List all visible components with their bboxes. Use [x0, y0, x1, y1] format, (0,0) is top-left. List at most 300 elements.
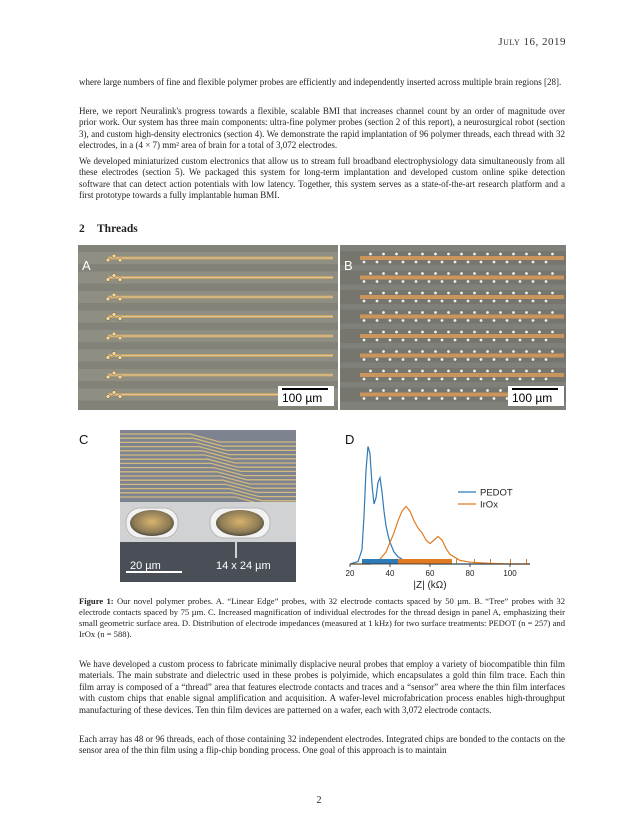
panel-b-electrode-dot	[506, 300, 509, 303]
panel-b-electrode-dot	[506, 319, 509, 322]
panel-b-electrode-dot	[395, 389, 398, 392]
panel-b-electrode-dot	[402, 300, 405, 303]
panel-b-electrode-dot	[402, 378, 405, 381]
panel-b-electrode-dot	[408, 311, 411, 314]
panel-b-electrode-dot	[415, 339, 418, 342]
panel-b-electrode-dot	[441, 300, 444, 303]
rug-irox-outlier	[490, 559, 491, 564]
panel-b-electrode-dot	[538, 370, 541, 373]
panel-b-electrode-dot	[369, 389, 372, 392]
panel-b-electrode-dot	[408, 389, 411, 392]
panel-a-electrode-dot	[112, 371, 116, 375]
panel-b-electrode-dot	[493, 261, 496, 264]
panel-b-electrode-dot	[434, 253, 437, 256]
panel-b-scale-label: 100 µm	[512, 391, 553, 405]
running-header-date: July 16, 2019	[498, 36, 566, 48]
panel-b-electrode-dot	[454, 319, 457, 322]
panel-b-electrode-dot	[376, 358, 379, 361]
section-heading	[79, 223, 138, 235]
panel-b-electrode-dot	[369, 311, 372, 314]
panel-b-electrode-dot	[460, 350, 463, 353]
panel-b-electrode-dot	[369, 272, 372, 275]
panel-b-electrode-dot	[376, 397, 379, 400]
panel-b-electrode-dot	[551, 370, 554, 373]
panel-b-electrode-dot	[525, 331, 528, 334]
panel-b-electrode-dot	[376, 280, 379, 283]
panel-b-electrode-dot	[447, 253, 450, 256]
panel-b-electrode-dot	[525, 272, 528, 275]
panel-b-electrode-dot	[525, 350, 528, 353]
panel-a-electrode-dot	[112, 293, 116, 297]
panel-a-electrode-dot	[118, 356, 122, 360]
panel-b-electrode-dot	[486, 311, 489, 314]
panel-b-electrode-dot	[467, 378, 470, 381]
panel-b-electrode-dot	[506, 378, 509, 381]
panel-b-electrode-dot	[480, 300, 483, 303]
panel-a-electrode-dot	[112, 332, 116, 336]
panel-b-electrode-dot	[467, 280, 470, 283]
series-line-pedot	[350, 446, 530, 564]
panel-a-electrode-dot	[118, 297, 122, 301]
panel-b-electrode-dot	[499, 350, 502, 353]
panel-a-electrode-dot	[118, 278, 122, 282]
panel-b-electrode-dot	[493, 339, 496, 342]
panel-b-electrode-dot	[480, 280, 483, 283]
panel-b-electrode-dot	[421, 272, 424, 275]
panel-b-electrode-dot	[454, 378, 457, 381]
panel-b-electrode-dot	[389, 300, 392, 303]
panel-b-electrode-dot	[532, 358, 535, 361]
panel-a-electrode-dot	[112, 313, 116, 317]
panel-b-electrode-dot	[434, 311, 437, 314]
panel-b-electrode-dot	[376, 378, 379, 381]
panel-b-electrode-dot	[512, 350, 515, 353]
panel-b-electrode-dot	[551, 292, 554, 295]
panel-b-electrode-dot	[363, 378, 366, 381]
panel-b-electrode-dot	[428, 397, 431, 400]
panel-b-electrode-dot	[421, 350, 424, 353]
panel-b-electrode-dot	[519, 339, 522, 342]
panel-b-electrode-dot	[525, 370, 528, 373]
panel-b-electrode-dot	[493, 280, 496, 283]
panel-b-electrode-dot	[363, 319, 366, 322]
panel-c-electrode-size-label: 14 x 24 µm	[216, 560, 271, 572]
panel-b-electrode-dot	[493, 378, 496, 381]
rug-pedot	[362, 559, 398, 564]
paragraph-array-threads: Each array has 48 or 96 threads, each of those containing 32 independent electrodes. Integrated chips are bonded to the contacts on the sensor area of the thin film using a flip-chip bonding process. One goal of this approach is to maintain	[79, 734, 565, 756]
panel-b-electrode-dot	[467, 261, 470, 264]
panel-b-scale-box	[508, 386, 564, 406]
panel-b-electrode-dot	[493, 319, 496, 322]
panel-b-electrode-dot	[473, 253, 476, 256]
panel-b-electrode-dot	[415, 300, 418, 303]
legend-label-pedot: PEDOT	[480, 487, 513, 499]
panel-b-electrode-dot	[447, 370, 450, 373]
panel-b-electrode-dot	[545, 300, 548, 303]
panel-b-electrode-dot	[415, 358, 418, 361]
panel-b-electrode-dot	[480, 358, 483, 361]
panel-b-electrode-dot	[395, 292, 398, 295]
panel-b-electrode-dot	[538, 272, 541, 275]
panel-b-electrode-dot	[389, 261, 392, 264]
panel-b-electrode-dot	[447, 350, 450, 353]
panel-b-electrode-dot	[473, 331, 476, 334]
panel-b-electrode-dot	[519, 378, 522, 381]
panel-b-electrode-dot	[519, 358, 522, 361]
panel-b-electrode-dot	[408, 350, 411, 353]
panel-b-electrode-dot	[421, 389, 424, 392]
panel-b-electrode-dot	[395, 331, 398, 334]
panel-b-electrode-dot	[434, 331, 437, 334]
panel-a-electrode-dot	[106, 297, 110, 301]
panel-b-electrode-dot	[434, 292, 437, 295]
panel-b-electrode-dot	[369, 350, 372, 353]
rug-irox-outlier	[474, 559, 475, 564]
panel-b-electrode-dot	[376, 319, 379, 322]
panel-b-electrode-dot	[402, 397, 405, 400]
panel-b-electrode-dot	[538, 311, 541, 314]
panel-b-electrode-dot	[363, 280, 366, 283]
figure-panel-c	[120, 430, 296, 582]
panel-b-electrode-dot	[532, 319, 535, 322]
panel-a-electrode-dot	[112, 274, 116, 278]
panel-b-electrode-dot	[421, 253, 424, 256]
panel-b-electrode-dot	[551, 350, 554, 353]
panel-b-electrode-dot	[428, 280, 431, 283]
x-axis-label: |Z| (kΩ)	[413, 580, 447, 591]
panel-b-electrode-dot	[415, 261, 418, 264]
rug-irox-outlier	[456, 559, 457, 564]
panel-b-electrode-dot	[382, 253, 385, 256]
panel-b-electrode-dot	[525, 253, 528, 256]
panel-a-electrode-dot	[118, 395, 122, 399]
panel-b-electrode-dot	[408, 253, 411, 256]
panel-b-electrode-dot	[421, 370, 424, 373]
panel-b-electrode-dot	[545, 280, 548, 283]
panel-b-electrode-dot	[512, 331, 515, 334]
panel-b-electrode-dot	[473, 389, 476, 392]
panel-b-electrode-dot	[460, 311, 463, 314]
panel-b-electrode-dot	[434, 272, 437, 275]
panel-b-electrode-dot	[519, 300, 522, 303]
paragraph-intro-continued: where large numbers of fine and flexible polymer probes are efficiently and independently inserted across multiple brain regions [28].	[79, 77, 562, 87]
panel-b-electrode-dot	[376, 261, 379, 264]
panel-b-electrode-dot	[454, 339, 457, 342]
panel-b-electrode-dot	[369, 253, 372, 256]
panel-a-electrode-dot	[106, 395, 110, 399]
legend-label-irox: IrOx	[480, 499, 498, 511]
panel-b-electrode-dot	[382, 370, 385, 373]
panel-b-electrode-dot	[519, 319, 522, 322]
panel-b-electrode-dot	[486, 350, 489, 353]
series-line-irox	[350, 506, 530, 564]
panel-b-electrode-dot	[473, 311, 476, 314]
panel-b-electrode-dot	[434, 350, 437, 353]
panel-b-electrode-dot	[493, 300, 496, 303]
panel-b-electrode-dot	[480, 339, 483, 342]
panel-b-electrode-dot	[499, 292, 502, 295]
panel-b-electrode-dot	[486, 272, 489, 275]
panel-b-electrode-dot	[532, 378, 535, 381]
panel-b-electrode-dot	[499, 311, 502, 314]
panel-b-electrode-dot	[408, 272, 411, 275]
panel-b-electrode-dot	[369, 292, 372, 295]
panel-b-electrode-dot	[473, 292, 476, 295]
paragraph-neuralink-progress: Here, we report Neuralink's progress towards a flexible, scalable BMI that increases channel count by an order of magnitude over prior work. Our system has three main components: ultra-fine polymer probes (section 2 of this report), a neurosurgical robot (section 3), and custom high-density electronics (section 4). We demonstrate the rapid implantation of 96 polymer threads, each thread with 32 electrodes, in a (4 × 7) mm² area of brain for a total of 3,072 electrodes.	[79, 106, 565, 151]
figure-caption	[79, 596, 565, 640]
panel-b-electrode-dot	[473, 350, 476, 353]
panel-a-electrode-dot	[106, 336, 110, 340]
x-tick-label: 40	[385, 569, 395, 578]
panel-b-electrode-dot	[434, 389, 437, 392]
panel-b-electrode-dot	[447, 331, 450, 334]
panel-b-electrode-dot	[486, 331, 489, 334]
panel-b-electrode-dot	[441, 339, 444, 342]
panel-c-scale-label: 20 µm	[130, 560, 161, 572]
panel-b-electrode-dot	[467, 300, 470, 303]
panel-b-electrode-dot	[441, 261, 444, 264]
panel-b-electrode-dot	[402, 261, 405, 264]
panel-b-electrode-dot	[467, 397, 470, 400]
panel-b-electrode-dot	[369, 331, 372, 334]
panel-b-electrode-dot	[408, 370, 411, 373]
page-number: 2	[316, 795, 322, 806]
panel-b-electrode-dot	[499, 272, 502, 275]
panel-b-electrode-dot	[551, 331, 554, 334]
panel-b-electrode-dot	[512, 311, 515, 314]
panel-b-electrode-dot	[428, 378, 431, 381]
panel-b-electrode-dot	[421, 331, 424, 334]
panel-b-electrode-dot	[454, 280, 457, 283]
panel-b-electrode-dot	[499, 253, 502, 256]
panel-b-electrode-dot	[545, 261, 548, 264]
panel-b-electrode-dot	[551, 311, 554, 314]
panel-b-electrode-dot	[389, 319, 392, 322]
panel-b-electrode-dot	[538, 331, 541, 334]
panel-b-electrode-dot	[486, 389, 489, 392]
panel-b-electrode-dot	[499, 370, 502, 373]
panel-b-electrode-dot	[402, 339, 405, 342]
panel-a-electrode-dot	[112, 391, 116, 395]
figure-panel-b	[340, 245, 566, 410]
panel-b-electrode-dot	[389, 280, 392, 283]
panel-b-electrode-dot	[441, 397, 444, 400]
panel-a-electrode-dot	[106, 375, 110, 379]
panel-a-electrode-dot	[118, 317, 122, 321]
panel-b-electrode-dot	[454, 261, 457, 264]
panel-b-electrode-dot	[428, 339, 431, 342]
figure-caption-text: Our novel polymer probes. A. “Linear Edge” probes, with 32 electrode contacts spaced by 50 µm. B. “Tree” probes with 32 electrode contacts spaced by 75 µm. C. Increased magnification of individual electrodes for the thread design in panel A, emphasizing their small geometric surface area. D. Distribution of electrode impedances (measured at 1 kHz) for two surface treatments: PEDOT (n = 257) and IrOx (n = 588).	[79, 596, 566, 639]
panel-a-electrode-dot	[106, 356, 110, 360]
panel-b-electrode-dot	[363, 300, 366, 303]
panel-b-electrode-dot	[408, 292, 411, 295]
paragraph-fabrication: We have developed a custom process to fabricate minimally displacive neural probes that employ a variety of biocompatible thin film materials. The main substrate and dielectric used in these probes is polyimide, which encapsulates a gold thin film trace. Each thin film array is composed of a “thread” area that features electrode contacts and traces and a “sensor” area where the thin film interfaces with custom chips that enable signal amplification and acquisition. A wafer-level microfabrication process enables high-throughput manufacturing of these devices. Ten thin film devices are patterned on a wafer, each with 3,072 electrode contacts.	[79, 659, 565, 715]
panel-b-electrode-dot	[382, 350, 385, 353]
panel-b-electrode-dot	[460, 331, 463, 334]
panel-b-electrode-dot	[512, 253, 515, 256]
panel-b-electrode-dot	[538, 292, 541, 295]
panel-b-electrode-dot	[551, 253, 554, 256]
panel-b-electrode-dot	[525, 292, 528, 295]
panel-b-electrode-dot	[512, 272, 515, 275]
panel-b-electrode-dot	[551, 272, 554, 275]
panel-b-electrode-dot	[402, 319, 405, 322]
panel-b-electrode-dot	[395, 350, 398, 353]
panel-b-electrode-dot	[441, 378, 444, 381]
panel-b-electrode-dot	[467, 358, 470, 361]
panel-b-electrode-dot	[447, 272, 450, 275]
panel-b-electrode-dot	[506, 261, 509, 264]
panel-a-electrode-dot	[106, 258, 110, 262]
panel-b-electrode-dot	[506, 358, 509, 361]
panel-b-electrode-dot	[538, 350, 541, 353]
panel-b-electrode-dot	[382, 389, 385, 392]
panel-b-electrode-dot	[415, 280, 418, 283]
panel-b-electrode-dot	[506, 339, 509, 342]
panel-b-electrode-dot	[473, 272, 476, 275]
panel-b-electrode-dot	[493, 397, 496, 400]
panel-b-electrode-dot	[473, 370, 476, 373]
panel-b-electrode-dot	[428, 300, 431, 303]
panel-b-electrode-dot	[467, 339, 470, 342]
panel-b-electrode-dot	[447, 389, 450, 392]
panel-b-electrode-dot	[415, 319, 418, 322]
panel-b-electrode-dot	[454, 300, 457, 303]
panel-b-electrode-dot	[434, 370, 437, 373]
panel-b-electrode-dot	[486, 253, 489, 256]
panel-b-electrode-dot	[486, 292, 489, 295]
impedance-chart	[340, 430, 566, 592]
panel-b-electrode-dot	[421, 292, 424, 295]
panel-b-electrode-dot	[460, 389, 463, 392]
panel-b-electrode-dot	[512, 292, 515, 295]
panel-b-electrode-dot	[486, 370, 489, 373]
panel-b-electrode-dot	[382, 311, 385, 314]
panel-b-electrode-dot	[454, 397, 457, 400]
panel-b-electrode-dot	[499, 331, 502, 334]
panel-b-electrode-dot	[395, 311, 398, 314]
panel-d-label: D	[345, 432, 355, 447]
panel-b-electrode-dot	[395, 370, 398, 373]
panel-b-electrode-dot	[480, 319, 483, 322]
panel-a-electrode-dot	[118, 375, 122, 379]
panel-b-electrode-dot	[447, 292, 450, 295]
panel-b-electrode-dot	[441, 319, 444, 322]
rug-irox-outlier	[526, 559, 527, 564]
panel-b-electrode-dot	[395, 253, 398, 256]
panel-b-electrode-dot	[460, 370, 463, 373]
panel-b-electrode-dot	[532, 280, 535, 283]
panel-b-electrode-dot	[480, 261, 483, 264]
panel-b-electrode-dot	[519, 280, 522, 283]
panel-b-electrode-dot	[389, 397, 392, 400]
panel-b-electrode-dot	[441, 358, 444, 361]
panel-b-electrode-dot	[428, 319, 431, 322]
panel-b-electrode-dot	[402, 358, 405, 361]
panel-b-electrode-dot	[506, 280, 509, 283]
panel-b-electrode-dot	[447, 311, 450, 314]
panel-b-electrode-dot	[460, 292, 463, 295]
panel-b-label: B	[344, 258, 353, 273]
figure-panel-d	[340, 430, 566, 592]
panel-b-electrode-dot	[480, 378, 483, 381]
figure-panel-a	[78, 245, 338, 410]
panel-b-electrode-dot	[369, 370, 372, 373]
panel-b-electrode-dot	[545, 319, 548, 322]
panel-b-electrode-dot	[519, 261, 522, 264]
panel-a-electrode-dot	[106, 278, 110, 282]
panel-a-electrode-dot	[112, 352, 116, 356]
panel-b-electrode-dot	[363, 358, 366, 361]
panel-b-electrode-dot	[525, 311, 528, 314]
x-tick-label: 60	[425, 569, 435, 578]
panel-a-electrode-dot	[118, 336, 122, 340]
panel-a-scale-label: 100 µm	[282, 391, 323, 405]
panel-a-scale-box	[278, 386, 334, 406]
panel-b-electrode-dot	[532, 339, 535, 342]
panel-b-electrode-dot	[545, 339, 548, 342]
panel-b-electrode-dot	[538, 253, 541, 256]
panel-b-electrode-dot	[512, 370, 515, 373]
panel-b-electrode-dot	[415, 378, 418, 381]
panel-c-label: C	[79, 432, 89, 447]
panel-b-electrode-dot	[532, 300, 535, 303]
rug-irox-outlier	[510, 559, 511, 564]
panel-b-electrode-dot	[402, 280, 405, 283]
panel-b-electrode-dot	[382, 331, 385, 334]
panel-b-electrode-dot	[428, 358, 431, 361]
section-number: 2	[79, 223, 85, 235]
panel-b-electrode-dot	[415, 397, 418, 400]
panel-b-electrode-dot	[545, 358, 548, 361]
panel-b-electrode-dot	[480, 397, 483, 400]
panel-b-electrode-dot	[395, 272, 398, 275]
panel-a-label: A	[82, 258, 91, 273]
panel-b-electrode-dot	[376, 339, 379, 342]
panel-b-electrode-dot	[460, 272, 463, 275]
panel-b-electrode-dot	[389, 339, 392, 342]
figure-caption-label: Figure 1:	[79, 596, 114, 606]
panel-b-electrode-dot	[363, 397, 366, 400]
panel-b-electrode-dot	[389, 358, 392, 361]
panel-a-electrode-dot	[118, 258, 122, 262]
panel-b-electrode-dot	[460, 253, 463, 256]
paragraph-custom-electronics: We developed miniaturized custom electronics that allow us to stream full broadband electrophysiology data simultaneously from all these electrodes (section 5). We packaged this system for long-term implantation and developed custom online spike detection software that can detect action potentials with low latency. Together, this system serves as a state-of-the-art research platform and a first prototype towards a fully implantable human BMI.	[79, 156, 565, 201]
panel-b-electrode-dot	[389, 378, 392, 381]
panel-b-electrode-dot	[493, 358, 496, 361]
panel-b-electrode-dot	[441, 280, 444, 283]
panel-b-electrode-dot	[545, 378, 548, 381]
panel-b-electrode-dot	[363, 339, 366, 342]
x-tick-label: 80	[465, 569, 475, 578]
panel-b-electrode-dot	[532, 261, 535, 264]
panel-b-electrode-dot	[499, 389, 502, 392]
x-tick-label: 20	[345, 569, 355, 578]
panel-b-electrode-dot	[421, 311, 424, 314]
panel-a-scale-bar	[282, 388, 328, 390]
panel-b-electrode-dot	[467, 319, 470, 322]
x-tick-label: 100	[503, 569, 517, 578]
panel-b-electrode-dot	[376, 300, 379, 303]
panel-b-electrode-dot	[408, 331, 411, 334]
panel-a-electrode-dot	[112, 254, 116, 258]
section-title: Threads	[97, 223, 138, 235]
panel-b-electrode-dot	[428, 261, 431, 264]
panel-a-electrode-dot	[106, 317, 110, 321]
panel-b-electrode-dot	[382, 292, 385, 295]
panel-b-scale-bar	[512, 388, 558, 390]
panel-b-electrode-dot	[363, 261, 366, 264]
